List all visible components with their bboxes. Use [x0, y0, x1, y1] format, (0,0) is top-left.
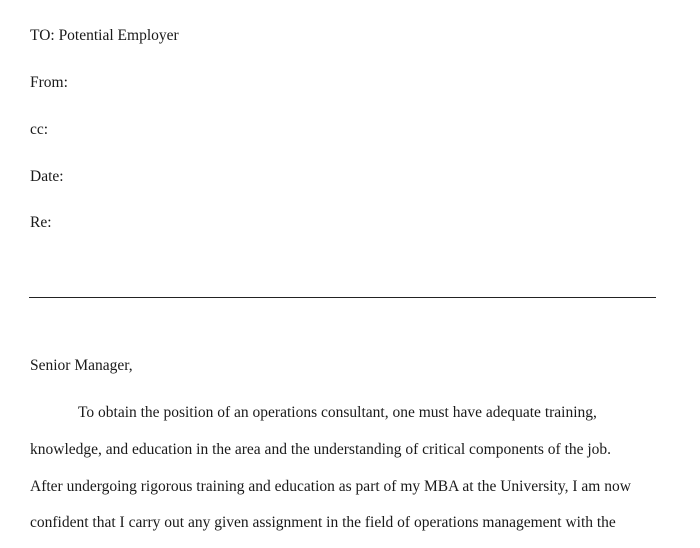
- paragraph-line: knowledge, and education in the area and the understanding of critical components of the job.: [30, 441, 612, 458]
- paragraph-line: To obtain the position of an operations consultant, one must have adequate training,: [78, 404, 597, 421]
- paragraph-line: After undergoing rigorous training and education as part of my MBA at the University, I am now: [30, 478, 631, 495]
- memo-to-line: TO: Potential Employer: [30, 27, 179, 44]
- memo-cc-line: cc:: [30, 121, 49, 138]
- salutation: Senior Manager,: [30, 357, 133, 374]
- memo-re-line: Re:: [30, 214, 52, 231]
- memo-from-line: From:: [30, 74, 68, 91]
- memo-date-line: Date:: [30, 168, 64, 185]
- header-divider: [29, 297, 656, 298]
- paragraph-line: confident that I carry out any given assignment in the field of operations management with the: [30, 514, 616, 531]
